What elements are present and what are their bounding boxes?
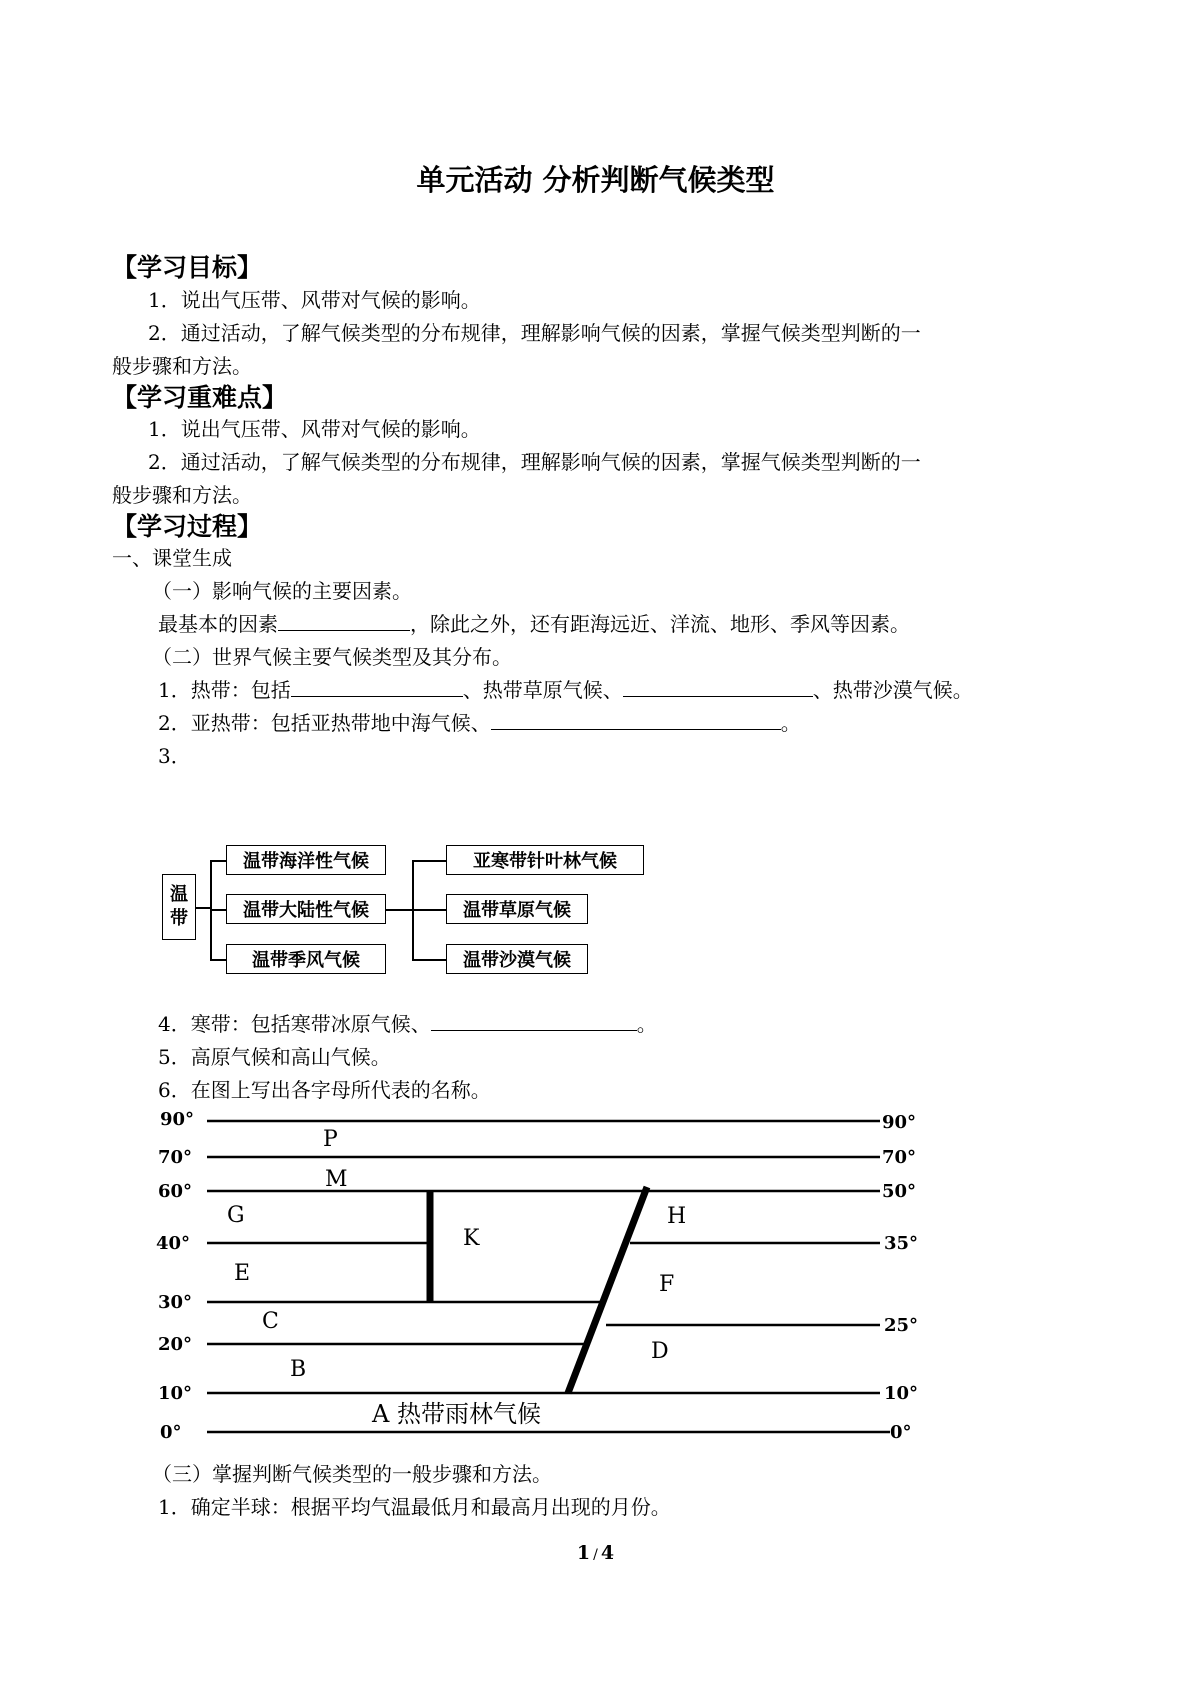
region-letter-e: E [234, 1261, 251, 1286]
region-letter-f: F [659, 1272, 675, 1297]
region-letter-m: M [325, 1167, 348, 1192]
subtropical-prefix: 2．亚热带：包括亚热带地中海气候、 [158, 711, 491, 735]
subsection-2: （二）世界气候主要气候类型及其分布。 [152, 645, 512, 669]
key-points-heading: 【学习重难点】 [112, 383, 288, 412]
step-1: 1．确定半球：根据平均气温最低月和最高月出现的月份。 [158, 1495, 671, 1519]
map-task-line: 6．在图上写出各字母所代表的名称。 [158, 1078, 491, 1102]
boundary-east-coast [568, 1187, 647, 1393]
objectives-heading: 【学习目标】 [112, 253, 263, 282]
lat-label-right-50: 50° [882, 1181, 917, 1202]
tree-root-char-2: 带 [170, 908, 188, 929]
lat-label-left-30: 30° [158, 1292, 193, 1313]
subsection-1: （一）影响气候的主要因素。 [152, 579, 412, 603]
tropical-mid: 、热带草原气候、 [462, 678, 623, 702]
tree-left-box-2: 温带大陆性气候 [226, 894, 386, 924]
objective-1: 1．说出气压带、风带对气候的影响。 [148, 288, 481, 312]
objective-2-line2: 般步骤和方法。 [112, 354, 252, 378]
tropical-suffix: 、热带沙漠气候。 [812, 678, 973, 702]
lat-label-left-70: 70° [158, 1147, 193, 1168]
temperate-number: 3． [158, 744, 191, 768]
tree-left-box-1: 温带海洋性气候 [226, 845, 386, 875]
region-letter-d: D [651, 1339, 669, 1364]
subsection-3: （三）掌握判断气候类型的一般步骤和方法。 [152, 1462, 552, 1486]
region-letter-b: B [290, 1357, 307, 1382]
equator-label: A 热带雨林气候 [372, 1400, 541, 1428]
factor-prefix: 最基本的因素 [158, 612, 278, 636]
tree-left-box-3: 温带季风气候 [226, 944, 386, 974]
key-point-2-line2: 般步骤和方法。 [112, 483, 252, 507]
frigid-prefix: 4．寒带：包括寒带冰原气候、 [158, 1012, 431, 1036]
tree-root-char-1: 温 [170, 883, 188, 905]
lat-label-left-20: 20° [158, 1334, 193, 1355]
tree-right-box-1: 亚寒带针叶林气候 [446, 845, 644, 875]
region-letter-k: K [463, 1226, 480, 1251]
region-letter-p: P [323, 1127, 338, 1152]
part-1-heading: 一、课堂生成 [112, 546, 232, 570]
lat-label-left-60: 60° [158, 1181, 193, 1202]
lat-label-right-0: 0° [890, 1422, 912, 1443]
lat-label-left-10: 10° [158, 1383, 193, 1404]
highland-line: 5．高原气候和高山气候。 [158, 1045, 391, 1069]
lat-label-right-25: 25° [884, 1315, 919, 1336]
factor-suffix: ，除此之外，还有距海远近、洋流、地形、季风等因素。 [410, 612, 910, 636]
region-letter-h: H [667, 1204, 687, 1229]
lat-label-right-10: 10° [884, 1383, 919, 1404]
tropical-prefix: 1．热带：包括 [158, 678, 291, 702]
subtropical-suffix: 。 [780, 711, 801, 735]
lat-label-left-0: 0° [160, 1422, 182, 1443]
key-point-2-line1: 2．通过活动，了解气候类型的分布规律，理解影响气候的因素，掌握气候类型判断的一 [148, 450, 921, 474]
process-heading: 【学习过程】 [112, 512, 263, 541]
key-point-1: 1．说出气压带、风带对气候的影响。 [148, 417, 481, 441]
page-separator: / [593, 1547, 598, 1563]
lat-label-right-35: 35° [884, 1233, 919, 1254]
tree-right-box-3: 温带沙漠气候 [446, 944, 588, 974]
page-title: 单元活动 分析判断气候类型 [416, 163, 775, 197]
frigid-suffix: 。 [636, 1012, 657, 1036]
page-number [0, 1542, 1191, 1564]
region-letter-c: C [262, 1309, 279, 1334]
current-page: 1 [576, 1542, 591, 1564]
objective-2-line1: 2．通过活动，了解气候类型的分布规律，理解影响气候的因素，掌握气候类型判断的一 [148, 321, 921, 345]
lat-label-left-40: 40° [156, 1233, 191, 1254]
total-pages: 4 [600, 1542, 615, 1564]
region-letter-g: G [227, 1203, 245, 1228]
lat-label-left-90: 90° [160, 1109, 195, 1130]
tree-right-box-2: 温带草原气候 [446, 894, 588, 924]
lat-label-right-90: 90° [882, 1112, 917, 1133]
lat-label-right-70: 70° [882, 1147, 917, 1168]
